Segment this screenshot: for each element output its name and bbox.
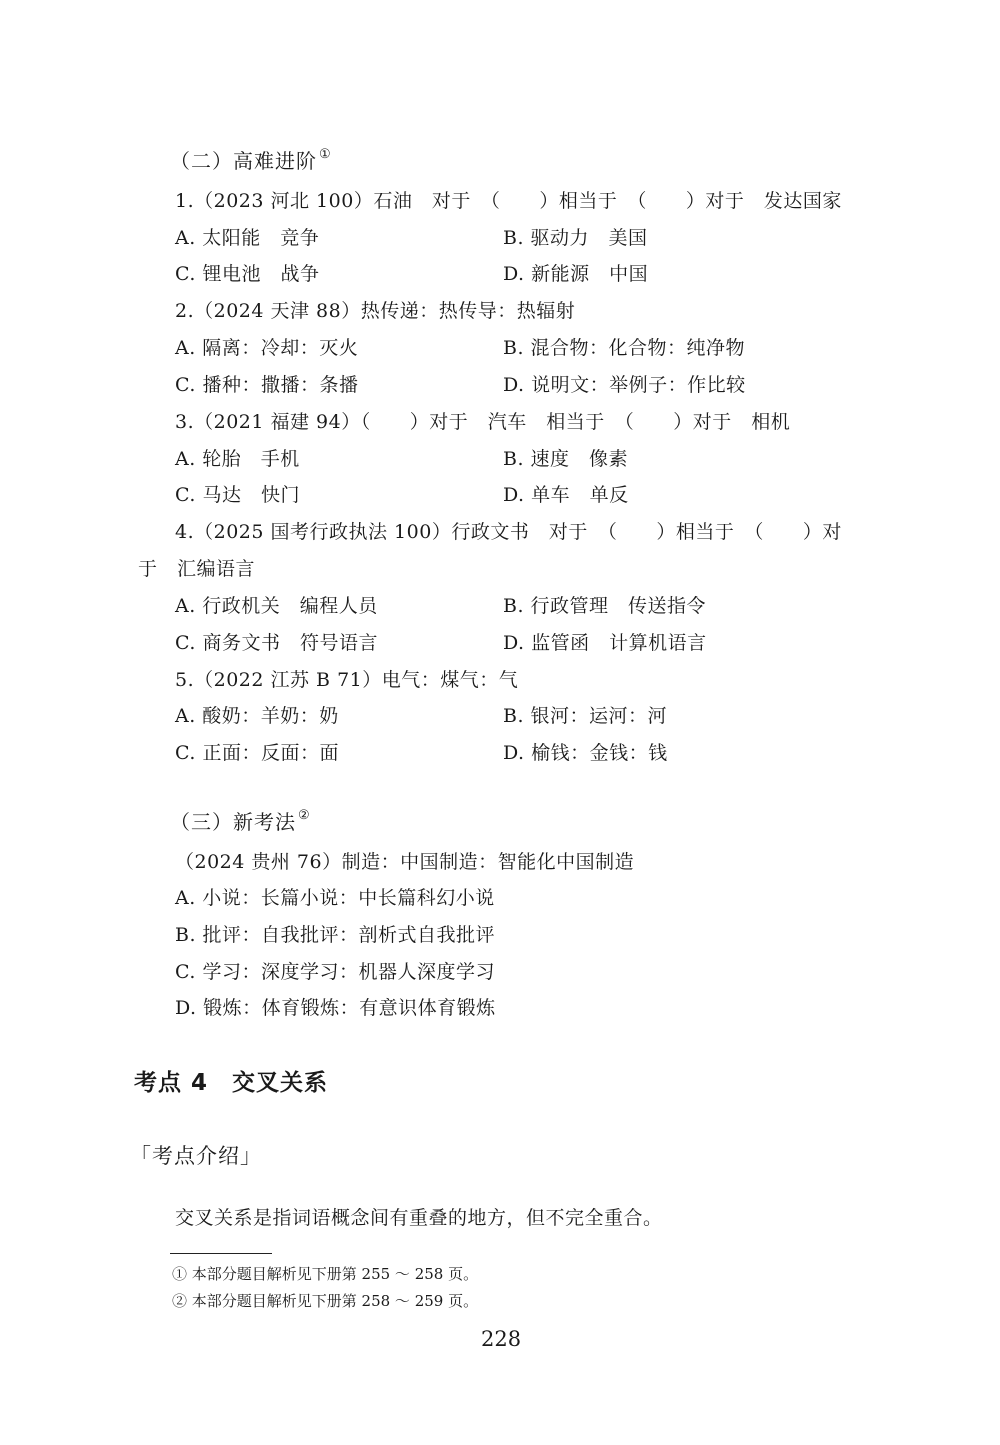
- question-1-stem: 1.（2023 河北 100）石油 对于 （ ）相当于 （ ）对于 发达国家: [175, 190, 842, 212]
- footnote-2: ② 本部分题目解析见下册第 258 ～ 259 页。: [172, 1292, 479, 1310]
- question-4-option-c: C. 商务文书 符号语言: [175, 632, 378, 654]
- question-4-option-d: D. 监管函 计算机语言: [503, 632, 707, 654]
- question-1-option-d: D. 新能源 中国: [503, 263, 649, 285]
- question-3-stem: 3.（2021 福建 94）（ ）对于 汽车 相当于 （ ）对于 相机: [175, 411, 791, 433]
- footnote-marker: ②: [298, 808, 311, 823]
- question-3-option-a: A. 轮胎 手机: [175, 448, 300, 470]
- question-5-option-c: C. 正面：反面：面: [175, 742, 339, 764]
- question-4-stem-line-1: 4.（2025 国考行政执法 100）行政文书 对于 （ ）相当于 （ ）对: [175, 521, 842, 543]
- question-1-option-a: A. 太阳能 竞争: [175, 227, 320, 249]
- question-2-option-a: A. 隔离：冷却：灭火: [175, 337, 359, 359]
- section-heading-text: （三）新考法: [170, 810, 296, 834]
- question-1-option-b: B. 驱动力 美国: [503, 227, 648, 249]
- exam-point-heading: 考点 4 交叉关系: [134, 1070, 329, 1096]
- question-4-stem-line-2: 于 汇编语言: [138, 558, 256, 580]
- footnote-marker: ①: [319, 147, 332, 162]
- question-2-option-c: C. 播种：撒播：条播: [175, 374, 359, 396]
- question-5-option-a: A. 酸奶：羊奶：奶: [175, 705, 339, 727]
- section-heading-new-method: [170, 806, 311, 835]
- question-2-option-b: B. 混合物：化合物：纯净物: [503, 337, 746, 359]
- question-5-option-d: D. 榆钱：金钱：钱: [503, 742, 668, 764]
- page-number: 228: [481, 1327, 522, 1351]
- footnote-1: ① 本部分题目解析见下册第 255 ～ 258 页。: [172, 1265, 479, 1283]
- footnote-divider: [170, 1253, 272, 1254]
- question-6-option-d: D. 锻炼：体育锻炼：有意识体育锻炼: [175, 997, 496, 1019]
- question-3-option-c: C. 马达 快门: [175, 484, 300, 506]
- question-1-option-c: C. 锂电池 战争: [175, 263, 320, 285]
- question-2-stem: 2.（2024 天津 88）热传递：热传导：热辐射: [175, 300, 576, 322]
- question-6-option-a: A. 小说：长篇小说：中长篇科幻小说: [175, 887, 495, 909]
- question-2-option-d: D. 说明文：举例子：作比较: [503, 374, 746, 396]
- question-3-option-d: D. 单车 单反: [503, 484, 629, 506]
- question-5-stem: 5.（2022 江苏 B 71）电气：煤气：气: [175, 669, 519, 691]
- question-4-option-b: B. 行政管理 传送指令: [503, 595, 707, 617]
- intro-heading: 「考点介绍」: [130, 1144, 262, 1168]
- question-3-option-b: B. 速度 像素: [503, 448, 629, 470]
- question-5-option-b: B. 银河：运河：河: [503, 705, 668, 727]
- section-heading-advanced: [170, 145, 332, 174]
- question-6-option-b: B. 批评：自我批评：剖析式自我批评: [175, 924, 496, 946]
- intro-paragraph: 交叉关系是指词语概念间有重叠的地方，但不完全重合。: [175, 1207, 663, 1229]
- question-6-option-c: C. 学习：深度学习：机器人深度学习: [175, 961, 495, 983]
- question-4-option-a: A. 行政机关 编程人员: [175, 595, 378, 617]
- question-6-stem: （2024 贵州 76）制造：中国制造：智能化中国制造: [175, 851, 635, 873]
- section-heading-text: （二）高难进阶: [170, 149, 317, 173]
